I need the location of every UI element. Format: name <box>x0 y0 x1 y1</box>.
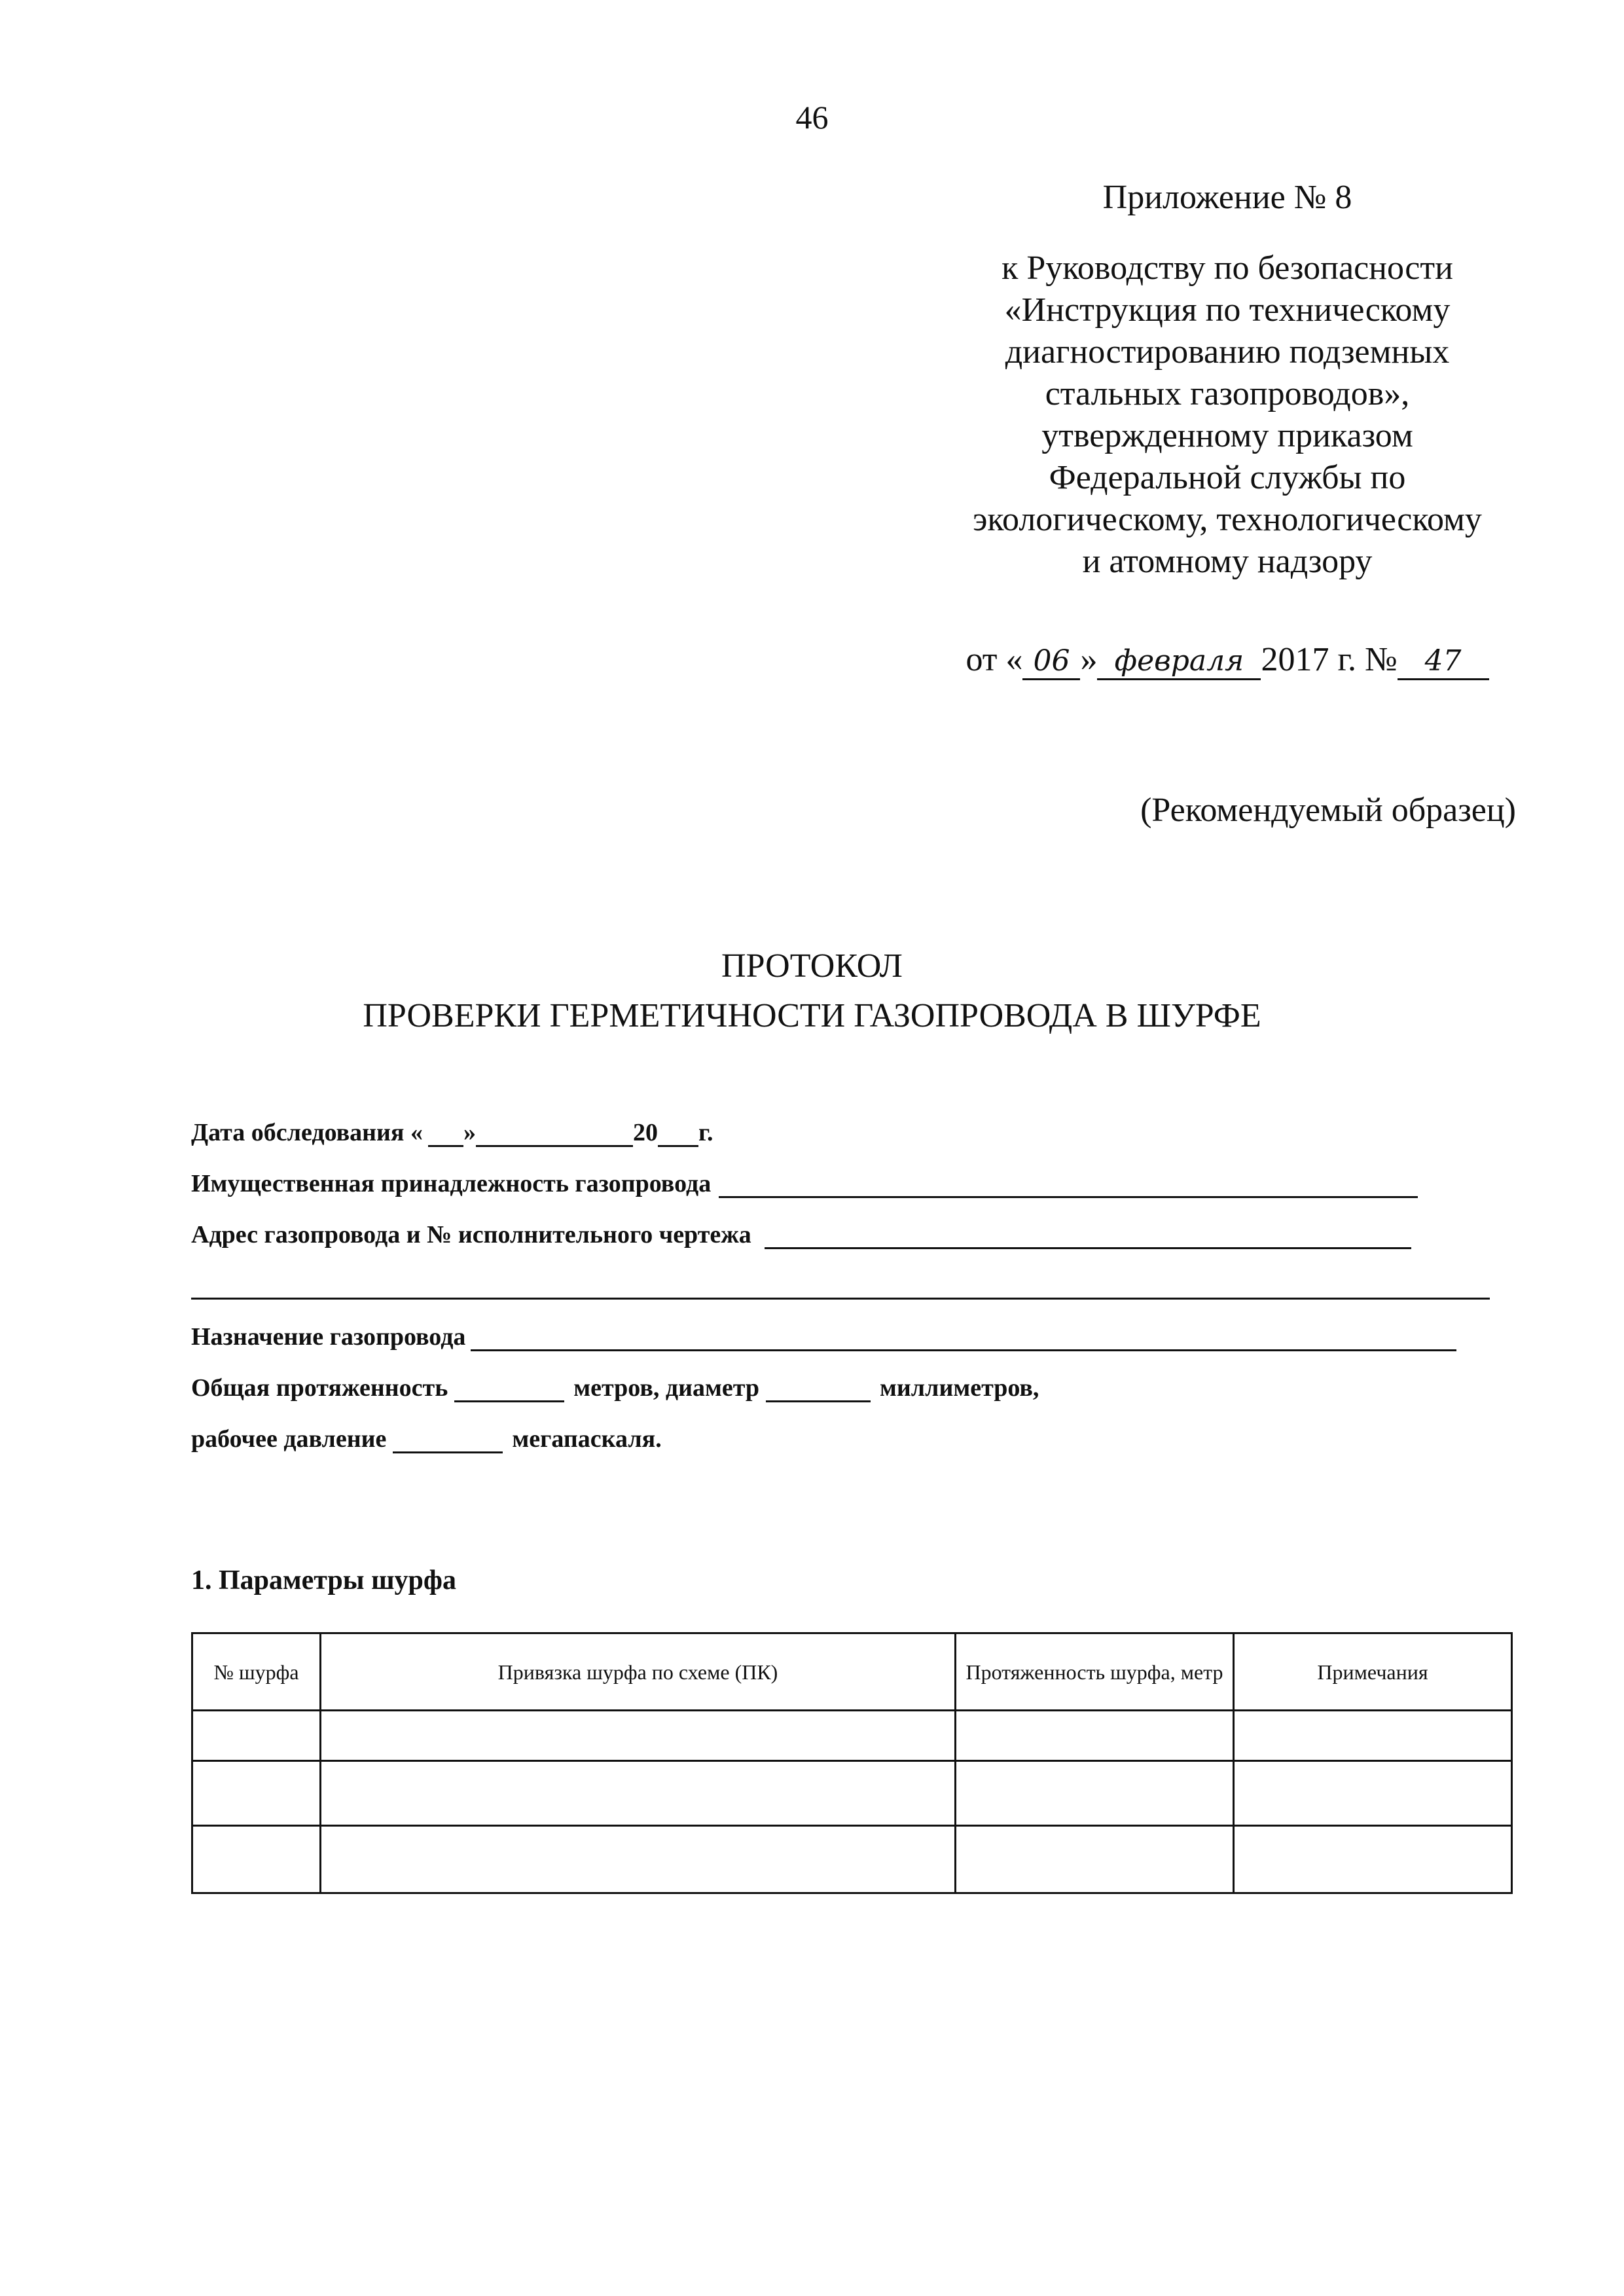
table-row <box>192 1711 1512 1761</box>
appendix-line: экологическому, технологическому <box>973 501 1482 538</box>
order-day-handwritten: 06 <box>1022 644 1080 680</box>
survey-date-suffix: г. <box>698 1119 713 1146</box>
survey-date-prefix: Дата обследования « <box>191 1119 423 1146</box>
table-cell[interactable] <box>1234 1711 1512 1761</box>
survey-day-field[interactable] <box>428 1119 463 1147</box>
address-field-continued[interactable] <box>191 1271 1490 1300</box>
appendix-line: Федеральной службы по <box>1049 459 1406 496</box>
appendix-line: к Руководству по безопасности <box>1001 249 1453 287</box>
survey-date-row <box>191 1118 713 1147</box>
survey-year-prefix: 20 <box>633 1119 658 1146</box>
address-field[interactable] <box>765 1221 1411 1249</box>
address-label: Адрес газопровода и № исполнительного чертежа <box>191 1221 751 1248</box>
order-prefix: от « <box>965 641 1023 678</box>
address-continuation-row <box>191 1271 1490 1300</box>
table-cell[interactable] <box>192 1826 321 1893</box>
diameter-field[interactable] <box>766 1374 871 1402</box>
appendix-line: «Инструкция по техническому <box>1004 291 1451 329</box>
survey-date-mid: » <box>463 1119 476 1146</box>
survey-month-field[interactable] <box>476 1119 633 1147</box>
page-number: 46 <box>795 99 829 136</box>
table-cell[interactable] <box>321 1826 956 1893</box>
order-year: 2017 г. № <box>1261 641 1398 678</box>
survey-year-field[interactable] <box>658 1119 698 1147</box>
column-header-notes: Примечания <box>1234 1633 1512 1711</box>
table-header-row <box>192 1633 1512 1711</box>
title-line-1: ПРОТОКОЛ <box>721 947 903 985</box>
purpose-row <box>191 1322 1456 1351</box>
diameter-unit: миллиметров, <box>880 1374 1039 1402</box>
table-cell[interactable] <box>956 1826 1234 1893</box>
pressure-label: рабочее давление <box>191 1425 387 1453</box>
table-cell[interactable] <box>956 1711 1234 1761</box>
column-header-pit-reference: Привязка шурфа по схеме (ПК) <box>321 1633 956 1711</box>
ownership-row <box>191 1169 1418 1198</box>
length-unit: метров, диаметр <box>573 1374 760 1402</box>
table-cell[interactable] <box>1234 1826 1512 1893</box>
table-cell[interactable] <box>321 1711 956 1761</box>
pressure-row <box>191 1425 662 1453</box>
table-cell[interactable] <box>1234 1761 1512 1826</box>
ownership-field[interactable] <box>719 1170 1418 1198</box>
column-header-pit-number: № шурфа <box>192 1633 321 1711</box>
column-header-pit-length: Протяженность шурфа, метр <box>956 1633 1234 1711</box>
appendix-line: и атомному надзору <box>1082 543 1373 580</box>
appendix-line: утвержденному приказом <box>1041 417 1413 454</box>
appendix-line: диагностированию подземных <box>1005 333 1450 371</box>
order-date-line <box>851 640 1604 680</box>
length-row <box>191 1374 1039 1402</box>
table-cell[interactable] <box>956 1761 1234 1826</box>
order-month-handwritten: февраля <box>1097 644 1261 680</box>
appendix-title: Приложение № 8 <box>1102 179 1352 216</box>
table-cell[interactable] <box>321 1761 956 1826</box>
pressure-field[interactable] <box>393 1425 503 1453</box>
table-cell[interactable] <box>192 1711 321 1761</box>
order-number-handwritten: 47 <box>1398 644 1489 680</box>
table-row <box>192 1761 1512 1826</box>
ownership-label: Имущественная принадлежность газопровода <box>191 1170 712 1197</box>
section-1-title: 1. Параметры шурфа <box>191 1565 456 1595</box>
document-title <box>0 941 1624 1041</box>
order-mid: » <box>1080 641 1098 678</box>
sample-note: (Рекомендуемый образец) <box>1140 792 1516 829</box>
pit-parameters-table <box>191 1632 1513 1894</box>
length-field[interactable] <box>454 1374 564 1402</box>
purpose-label: Назначение газопровода <box>191 1323 466 1351</box>
address-row <box>191 1220 1411 1249</box>
appendix-reference <box>851 247 1604 583</box>
pressure-unit: мегапаскаля. <box>512 1425 662 1453</box>
title-line-2: ПРОВЕРКИ ГЕРМЕТИЧНОСТИ ГАЗОПРОВОДА В ШУРФЕ <box>363 997 1261 1034</box>
purpose-field[interactable] <box>471 1323 1456 1351</box>
table-row <box>192 1826 1512 1893</box>
length-label: Общая протяженность <box>191 1374 448 1402</box>
appendix-line: стальных газопроводов», <box>1045 375 1410 412</box>
table-cell[interactable] <box>192 1761 321 1826</box>
